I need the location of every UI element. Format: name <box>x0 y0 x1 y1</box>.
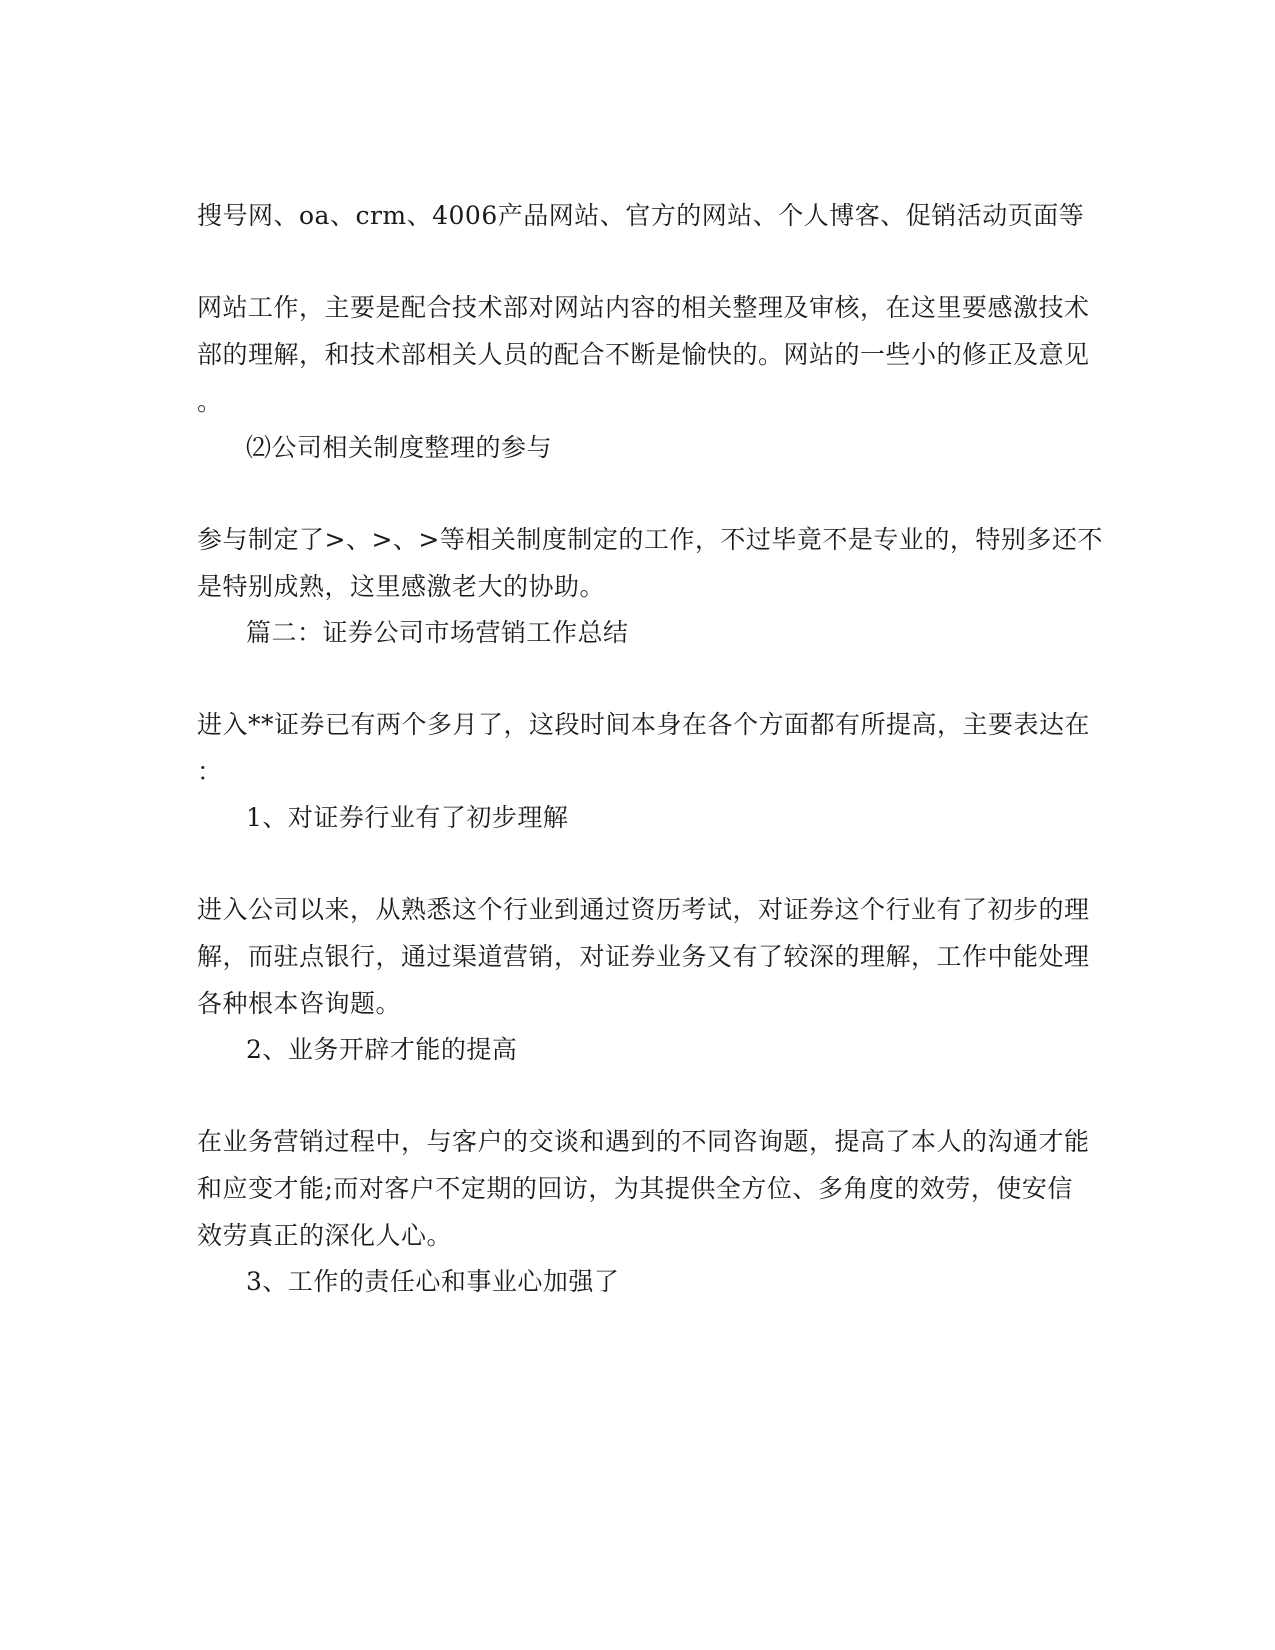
paragraph-line: 解，而驻点银行，通过渠道营销，对证券业务又有了较深的理解，工作中能处理 <box>197 942 1090 971</box>
paragraph-line: 进入公司以来，从熟悉这个行业到通过资历考试，对证券这个行业有了初步的理 <box>197 895 1090 924</box>
paragraph-line: 是特别成熟，这里感激老大的协助。 <box>197 572 606 601</box>
section-heading: ⑵公司相关制度整理的参与 <box>246 433 553 462</box>
paragraph-line: 网站工作，主要是配合技术部对网站内容的相关整理及审核，在这里要感激技术 <box>197 293 1090 322</box>
paragraph-line: 搜号网、oa、crm、4006产品网站、官方的网站、个人博客、促销活动页面等 <box>197 201 1085 230</box>
section-heading: 1、对证券行业有了初步理解 <box>246 803 569 832</box>
paragraph-line: 参与制定了>、>、>等相关制度制定的工作，不过毕竟不是专业的，特别多还不 <box>197 525 1103 554</box>
paragraph-line: ： <box>197 757 223 786</box>
paragraph-line: 在业务营销过程中，与客户的交谈和遇到的不同咨询题，提高了本人的沟通才能 <box>197 1127 1090 1156</box>
paragraph-line: 效劳真正的深化人心。 <box>197 1221 453 1250</box>
paragraph-line: 进入**证券已有两个多月了，这段时间本身在各个方面都有所提高，主要表达在 <box>197 710 1091 739</box>
paragraph-line: 部的理解，和技术部相关人员的配合不断是愉快的。网站的一些小的修正及意见 <box>197 340 1090 369</box>
paragraph-line: 和应变才能;而对客户不定期的回访，为其提供全方位、多角度的效劳，使安信 <box>197 1174 1073 1203</box>
paragraph-line: 。 <box>197 387 223 416</box>
section-heading: 2、业务开辟才能的提高 <box>246 1035 518 1064</box>
paragraph-line: 各种根本咨询题。 <box>197 989 402 1018</box>
section-heading: 3、工作的责任心和事业心加强了 <box>246 1267 620 1296</box>
section-heading: 篇二：证券公司市场营销工作总结 <box>246 618 629 647</box>
